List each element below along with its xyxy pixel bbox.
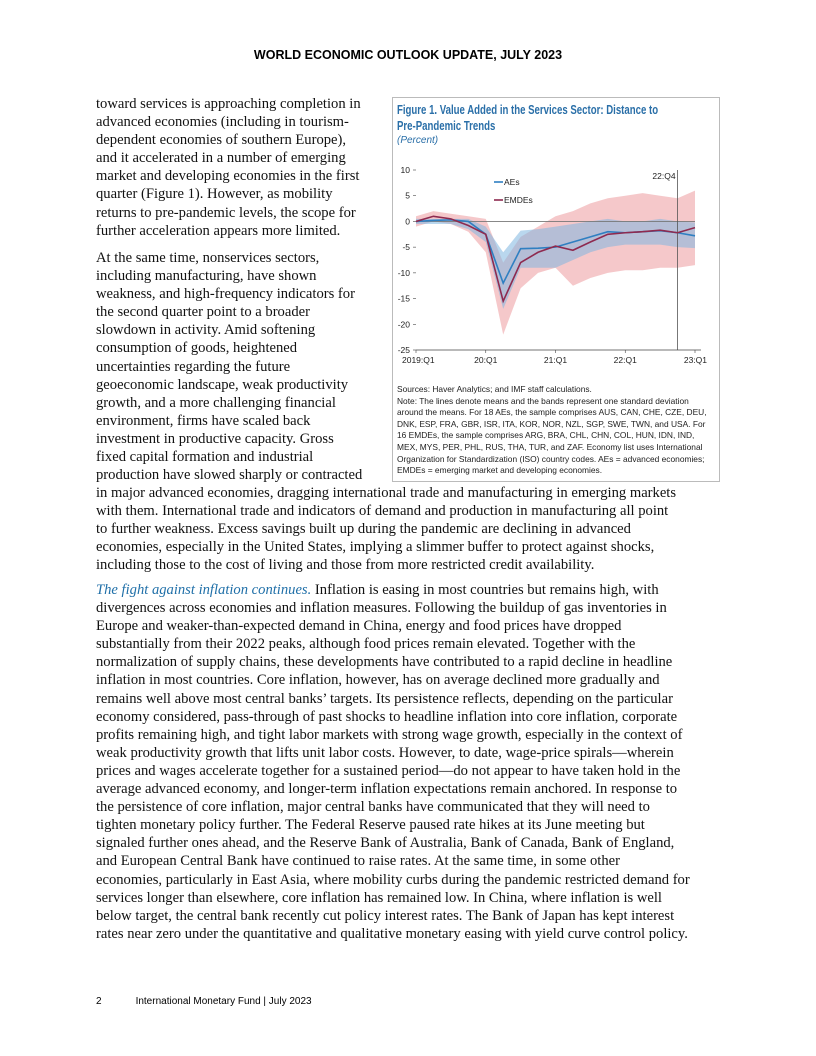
text-line: geoeconomic landscape, weak productivity [96,376,349,393]
y-tick-label: -10 [397,267,410,278]
text-line: with them. International trade and indicators of demand and production in manufacturing all point [96,503,669,520]
figure-title [397,102,717,134]
y-tick-label: -15 [397,293,410,304]
x-tick-label: 2019:Q1 [402,355,435,365]
text-line: consumption of goods, heightened [96,340,298,357]
paragraph-3 [96,581,690,943]
text-line: inflation in most countries. Core inflation, however, has on average declined more gradually and [96,672,660,689]
text-line: remains well above most central banks’ targets. Its persistence reflects, depending on the particular [96,690,673,707]
y-tick-label: 0 [405,216,410,227]
text-line: the second quarter point to a broader [96,304,310,321]
text-line: further acceleration appears more limited. [96,222,341,239]
legend-label: AEs [504,177,520,187]
page-footer [96,996,312,1007]
text-line: advanced economies (including in tourism- [96,114,349,131]
text-line: normalization of supply chains, these developments have contributed to a rapid decline in headline [96,654,673,671]
text-line: below target, the central bank recently cut policy interest rates. The Bank of Japan has kept interest [96,907,675,924]
text-line: economies, particularly in East Asia, where mobility curbs during the pandemic restricted demand for [96,871,690,888]
y-tick-label: -5 [402,242,410,253]
x-tick-label: 23:Q1 [683,355,707,365]
text-line: including those to the cost of living and those from more restricted credit availability. [96,557,595,574]
text-line: dependent economies of southern Europe), [96,132,347,149]
text-line: Europe and weaker-than-expected demand in China, energy and food prices have dropped [96,618,622,635]
x-tick-label: 20:Q1 [474,355,498,365]
paragraph-3-first-line: Inflation is easing in most countries but remains high, with [311,582,659,598]
legend-label: EMDEs [504,195,533,205]
text-line: investment in productive capacity. Gross [96,430,334,447]
paragraph-2-continued [96,484,676,574]
figure-1 [392,97,720,482]
paragraph-2 [96,249,362,484]
text-line: environment, firms have scaled back [96,412,311,429]
text-line: and European Central Bank have continued to raise rates. At the same time, in some other [96,853,620,870]
text-line: tighten monetary policy further. The Federal Reserve paused rate hikes at its June meeting but [96,817,645,834]
paragraph-lead-in: The fight against inflation continues. [96,582,312,598]
text-line: signaled further ones ahead, and the Reserve Bank of Australia, Bank of Canada, Bank of England, [96,835,675,852]
y-tick-label: -20 [397,319,410,330]
y-tick-label: 5 [405,190,410,201]
text-line: divergences across economies and inflation measures. Following the buildup of gas inventories in [96,600,667,617]
text-line: services longer than elsewhere, core inflation has remained low. In China, where inflation is well [96,889,662,906]
text-line: uncertainties regarding the future [96,358,291,375]
text-line: average advanced economy, and longer-term inflation expectations remain anchored. In response to [96,781,678,798]
text-line: rates near zero under the quantitative and qualitative monetary easing with yield curve control policy. [96,925,688,942]
text-line: and it accelerated in a number of emerging [96,150,346,167]
running-header: WORLD ECONOMIC OUTLOOK UPDATE, JULY 2023 [253,48,563,62]
text-line: production have slowed sharply or contracted [96,467,363,484]
text-line: in major advanced economies, dragging international trade and manufacturing in emerging markets [96,485,677,501]
text-line: toward services is approaching completion in [96,96,361,112]
x-tick-label: 21:Q1 [543,355,568,365]
figure-title-line-2: Pre-Pandemic Trends [397,118,496,133]
paragraph-1 [96,95,361,240]
text-line: economy considered, pass-through of past shocks to headline inflation into core inflation, corporate [96,708,678,725]
text-line: market and developing economies in the first [96,168,360,185]
figure-title-line-1: Figure 1. Value Added in the Services Sector: Distance to [397,102,659,117]
figure-notes [397,384,717,477]
text-line: including manufacturing, have shown [96,268,317,285]
text-line: fixed capital formation and industrial [96,449,314,466]
figure-heading [397,102,717,147]
text-line: the persistence of core inflation, major central banks have communicated that they will need to [96,799,650,816]
y-tick-label: 10 [400,165,410,175]
text-line: returns to pre-pandemic levels, the scope for [96,204,356,221]
text-line: slowdown in activity. Amid softening [96,322,316,339]
text-line: prices and wages accelerate together for a sustained period—do not appear to have taken hold in the [96,762,681,779]
footer-text: International Monetary Fund | July 2023 [135,996,312,1007]
figure-note: Note: The lines denote means and the bands represent one standard deviation around the means. For 18 AEs, the sample comprises AUS, CAN, CHE, CZE, DEU, DNK, ESP, FRA, GBR, ISR, ITA, KOR, NOR, NZL, SGP, SWE, TWN, and USA. For 16 EMDEs, the sample comprises ARG, BRA, CHL, CHN, COL, HUN, IDN, IND, MEX, MYS, PER, PHL, RUS, THA, TUR, and ZAF. Economy list uses International Organization for Standardization (ISO) country codes. AEs = advanced economies; EMDEs = emerging market and developing economies. [397,395,707,476]
figure-sources: Sources: Haver Analytics; and IMF staff calculations. [397,384,592,394]
figure-subtitle: (Percent) [397,135,439,146]
text-line: weak productivity growth that lifts unit labor costs. However, to date, wage-price spirals—wherein [96,744,674,761]
text-line: profits remaining high, and tight labor markets with strong wage growth, especially in the context of [96,726,683,743]
text-line: to further weakness. Excess savings built up during the pandemic are declining in advanced [96,521,631,538]
text-line: economies, especially in the United States, implying a slimmer buffer to protect against shocks, [96,539,655,556]
text-line: At the same time, nonservices sectors, [96,250,320,266]
annotation-label: 22:Q4 [652,171,676,181]
text-line: quarter (Figure 1). However, as mobility [96,186,333,203]
text-line: growth, and a more challenging financial [96,394,336,411]
text-line: substantially from their 2022 peaks, although food prices remain elevated. Together with the [96,636,636,653]
y-tick-label: -25 [397,345,410,355]
page-number: 2 [96,996,102,1007]
x-tick-label: 22:Q1 [613,355,637,365]
text-line: weakness, and high-frequency indicators for [96,286,355,303]
